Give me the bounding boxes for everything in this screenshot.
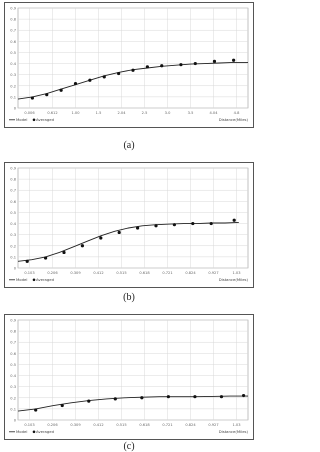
x-axis-label: Distance(Miles) (218, 277, 248, 282)
y-tick-label: 0.1 (10, 255, 16, 260)
series-averaged-point (191, 222, 194, 225)
series-averaged-point (220, 395, 223, 398)
x-tick-label: 0.103 (24, 271, 35, 275)
series-averaged-point (179, 63, 182, 66)
caption-a: (a) (123, 140, 135, 151)
x-tick-label: 0.927 (208, 423, 219, 427)
series-averaged-point (34, 408, 37, 411)
y-tick-label: 0.5 (10, 210, 16, 215)
y-tick-label: 0.9 (10, 166, 16, 171)
series-averaged-point (154, 224, 157, 227)
y-tick-label: 0.6 (10, 351, 16, 356)
series-averaged-point (160, 64, 163, 67)
y-tick-label: 0 (13, 418, 16, 423)
y-tick-label: 0.3 (10, 385, 16, 390)
y-tick-label: 0.1 (10, 407, 16, 412)
legend-label-averaged: Averaged (36, 429, 55, 434)
x-tick-label: 2.04 (117, 111, 126, 115)
series-averaged-point (44, 256, 47, 259)
chart-panel-b (4, 162, 254, 288)
series-averaged-point (233, 219, 236, 222)
x-tick-label: 0.721 (162, 271, 173, 275)
y-tick-label: 0.7 (10, 28, 16, 33)
y-tick-label: 0.2 (10, 84, 16, 89)
y-tick-label: 0.8 (10, 329, 16, 334)
series-averaged-point (194, 62, 197, 65)
y-tick-label: 0.6 (10, 199, 16, 204)
x-tick-label: 1.00 (71, 111, 80, 115)
series-averaged-point (167, 395, 170, 398)
series-averaged-point (193, 395, 196, 398)
series-averaged-point (74, 82, 77, 85)
y-tick-label: 0.4 (10, 374, 16, 379)
x-tick-label: 0.412 (93, 423, 104, 427)
series-averaged-point (118, 231, 121, 234)
series-averaged-point (45, 93, 48, 96)
legend-label-averaged: Averaged (36, 117, 55, 122)
y-tick-label: 0.4 (10, 222, 16, 227)
series-averaged-point (136, 226, 139, 229)
y-tick-label: 0 (13, 266, 16, 271)
series-averaged-point (117, 72, 120, 75)
series-averaged-point (81, 244, 84, 247)
y-tick-label: 0.2 (10, 396, 16, 401)
x-tick-label: 0.824 (185, 423, 196, 427)
x-tick-label: 0.412 (93, 271, 104, 275)
chart-svg-a (4, 2, 254, 128)
chart-panel-a (4, 2, 254, 128)
series-averaged-point (114, 397, 117, 400)
x-tick-label: 0.206 (47, 271, 58, 275)
series-averaged-point (103, 75, 106, 78)
x-tick-label: 0.206 (47, 423, 58, 427)
series-averaged-point (88, 79, 91, 82)
series-averaged-point (26, 260, 29, 263)
legend-point-marker (33, 431, 36, 434)
legend-label-model: Model (16, 117, 28, 122)
legend-label-model: Model (16, 277, 28, 282)
x-tick-label: 0.618 (139, 423, 150, 427)
y-tick-label: 0.5 (10, 50, 16, 55)
y-tick-label: 0.8 (10, 177, 16, 182)
legend-point-marker (33, 279, 36, 282)
y-tick-label: 0.5 (10, 362, 16, 367)
y-tick-label: 0.3 (10, 73, 16, 78)
y-tick-label: 0.7 (10, 188, 16, 193)
x-tick-label: 0.824 (185, 271, 196, 275)
caption-c: (c) (123, 441, 135, 452)
caption-b: (b) (123, 292, 135, 303)
series-averaged-point (242, 394, 245, 397)
y-tick-label: 0.7 (10, 340, 16, 345)
y-tick-label: 0.9 (10, 6, 16, 11)
series-averaged-point (99, 236, 102, 239)
x-tick-label: 3.5 (187, 111, 194, 115)
legend-label-model: Model (16, 429, 28, 434)
x-axis-label: Distance(Miles) (218, 117, 248, 122)
y-tick-label: 0.2 (10, 244, 16, 249)
x-tick-label: 0.515 (116, 423, 127, 427)
series-averaged-point (232, 59, 235, 62)
chart-panel-c (4, 314, 254, 440)
x-tick-label: 1.03 (232, 271, 241, 275)
y-tick-label: 0.1 (10, 95, 16, 100)
series-averaged-point (213, 60, 216, 63)
x-tick-label: 0.515 (116, 271, 127, 275)
series-averaged-point (31, 96, 34, 99)
x-tick-label: 1.03 (232, 423, 241, 427)
x-tick-label: 0.721 (162, 423, 173, 427)
x-tick-label: 0.006 (24, 111, 35, 115)
legend-point-marker (33, 119, 36, 122)
series-averaged-point (131, 69, 134, 72)
chart-svg-c (4, 314, 254, 440)
series-averaged-point (146, 65, 149, 68)
x-tick-label: 0.103 (24, 423, 35, 427)
y-tick-label: 0.3 (10, 233, 16, 238)
series-averaged-point (210, 222, 213, 225)
x-tick-label: 1.5 (95, 111, 102, 115)
series-averaged-point (140, 396, 143, 399)
x-tick-label: 0.612 (47, 111, 58, 115)
x-tick-label: 2.5 (141, 111, 148, 115)
x-tick-label: 0.927 (208, 271, 219, 275)
x-tick-label: 4.04 (209, 111, 218, 115)
y-tick-label: 0.8 (10, 17, 16, 22)
x-axis-label: Distance(Miles) (218, 429, 248, 434)
chart-svg-b (4, 162, 254, 288)
series-averaged-point (60, 89, 63, 92)
x-tick-label: 3.0 (164, 111, 171, 115)
y-tick-label: 0.9 (10, 318, 16, 323)
legend-label-averaged: Averaged (36, 277, 55, 282)
x-tick-label: 4.8 (233, 111, 240, 115)
series-averaged-point (61, 404, 64, 407)
series-averaged-point (87, 400, 90, 403)
series-averaged-point (173, 223, 176, 226)
y-tick-label: 0.4 (10, 62, 16, 67)
y-tick-label: 0 (13, 106, 16, 111)
x-tick-label: 0.618 (139, 271, 150, 275)
x-tick-label: 0.309 (70, 271, 81, 275)
y-tick-label: 0.6 (10, 39, 16, 44)
series-averaged-point (62, 251, 65, 254)
x-tick-label: 0.309 (70, 423, 81, 427)
